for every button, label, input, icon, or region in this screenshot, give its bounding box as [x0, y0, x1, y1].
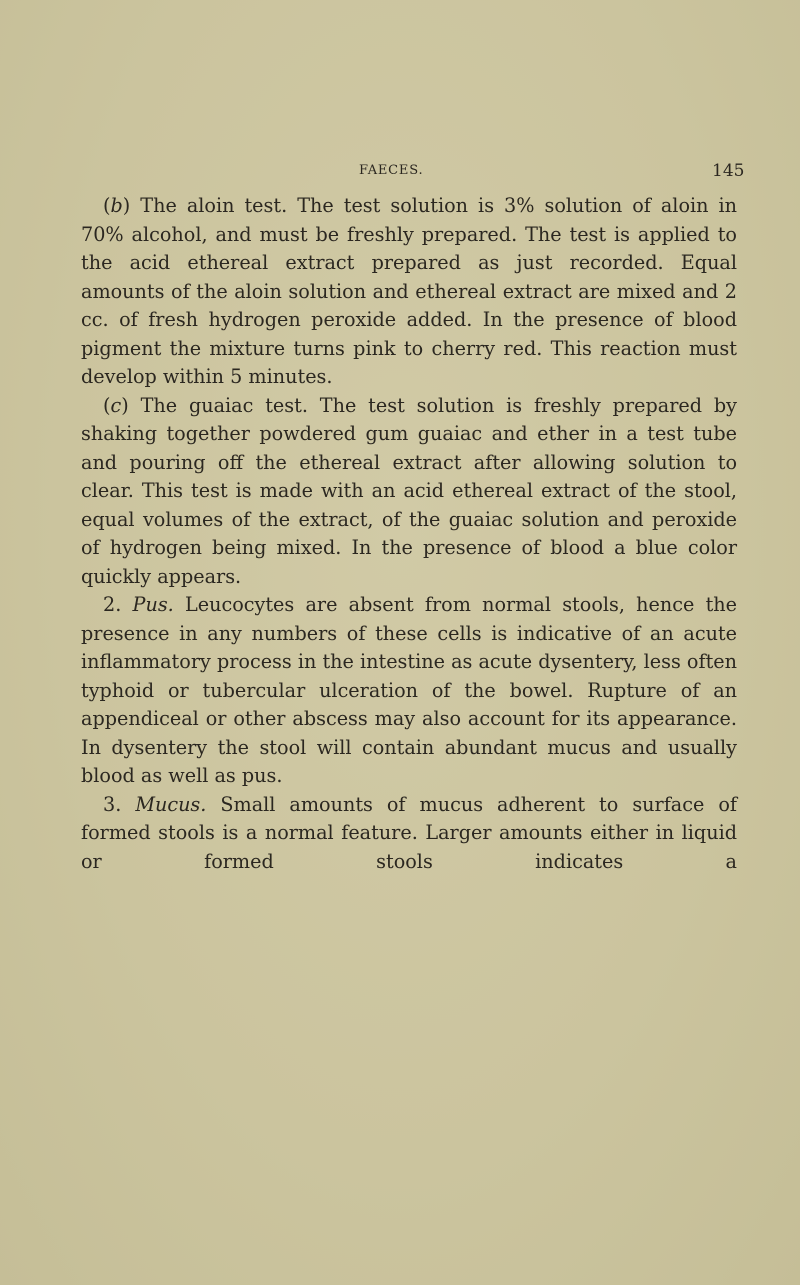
- paragraph-pus: [81, 591, 737, 791]
- paragraph-lead: Mucus.: [135, 792, 207, 816]
- paragraph-aloin-test: [81, 192, 737, 392]
- page-number: 145: [712, 161, 745, 181]
- paragraph-prefix: 2.: [103, 593, 133, 616]
- paragraph-lead: b: [110, 194, 123, 217]
- paragraph-guaiac-test: [81, 392, 737, 592]
- paragraph-text: ) The aloin test. The test solution is 3% solution of aloin in 70% alcohol, and must be freshly prepared. The test is applied to the acid ethereal extract prepared as just recorded. Equal amounts of the aloin solution and ethereal extract are mixed and 2 cc. of fresh hydrogen peroxide added. In the presence of blood pigment the mixture turns pink to cherry red. This reaction must develop within 5 minutes.: [81, 194, 737, 388]
- paragraph-lead: c: [110, 393, 122, 417]
- page-header: [0, 163, 800, 183]
- paragraph-lead: Pus.: [132, 593, 174, 616]
- paragraph-mucus: [81, 791, 737, 877]
- body-text: [81, 192, 737, 876]
- paragraph-prefix: (: [103, 393, 111, 417]
- paragraph-prefix: 3.: [103, 792, 136, 816]
- paragraph-text: ) The guaiac test. The test solution is freshly prepared by shaking together powdered gum guaiac and ether in a test tube and pouring off the ethereal extract after allowing solution to clear. This test is made with an acid ethereal extract of the stool, equal volumes of the extract, of the guaiac solution and peroxide of hydrogen being mixed. In the presence of blood a blue color quickly appears.: [81, 393, 737, 588]
- running-title: FAECES.: [359, 163, 424, 178]
- paragraph-prefix: (: [103, 194, 111, 217]
- paragraph-text: Leucocytes are absent from normal stools, hence the presence in any numbers of these cells is indicative of an acute inflammatory process in the intestine as acute dysentery, less often typhoid or tubercular ulceration of the bowel. Rupture of an appendiceal or other abscess may also account for its appearance. In dysentery the stool will contain abundant mucus and usually blood as well as pus.: [81, 593, 738, 787]
- paragraph-text: Small amounts of mucus adherent to surface of formed stools is a normal feature. Larger amounts either in liquid or formed stools indicates a: [81, 792, 737, 873]
